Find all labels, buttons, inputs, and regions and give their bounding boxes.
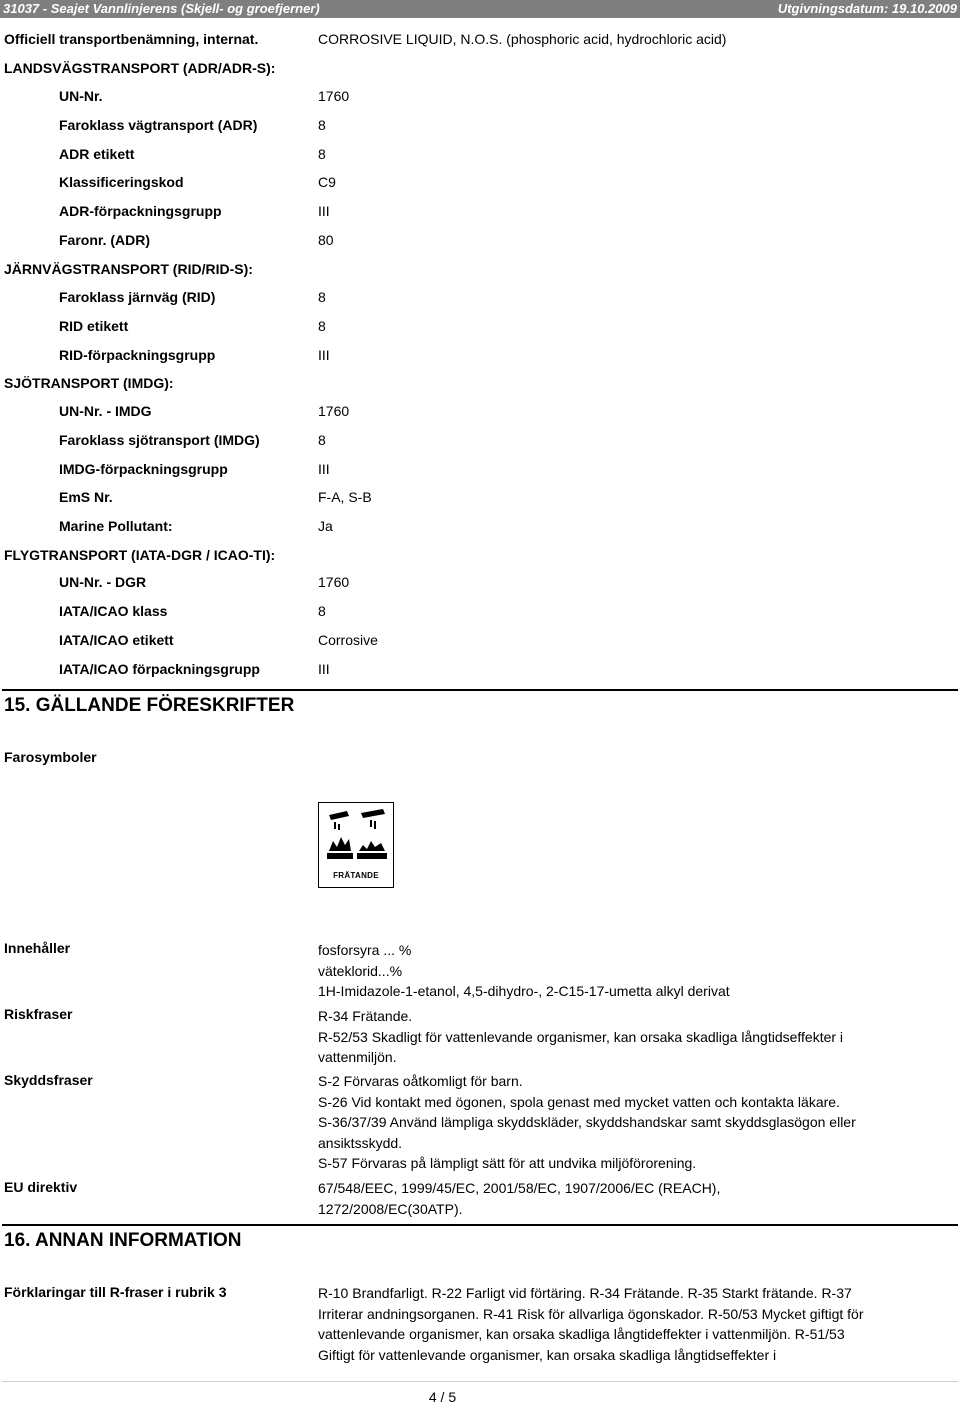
iata-row-value: 1760 [318, 574, 350, 590]
footer-rule [2, 1381, 958, 1382]
imdg-row-value: Ja [318, 518, 333, 534]
header-issue-date: Utgivningsdatum: 19.10.2009 [777, 1, 957, 16]
farosymboler-label: Farosymboler [4, 749, 97, 765]
iata-row-label: IATA/ICAO klass [59, 603, 168, 619]
skyddsfraser-content [318, 1071, 878, 1174]
adr-section-title: LANDSVÄGSTRANSPORT (ADR/ADR-S): [4, 60, 276, 76]
imdg-row-label: UN-Nr. - IMDG [59, 403, 152, 419]
skyddsfras-line: S-26 Vid kontakt med ögonen, spola genast med mycket vatten och kontakta läkare. [318, 1093, 840, 1110]
adr-row-label: UN-Nr. [59, 88, 103, 104]
hazard-symbol-corrosive [318, 802, 394, 888]
adr-row-value: 1760 [318, 88, 350, 104]
rid-row-label: RID-förpackningsgrupp [59, 347, 216, 363]
adr-row-value: C9 [318, 174, 336, 190]
iata-row-value: Corrosive [318, 632, 378, 648]
iata-row-value: III [318, 661, 330, 677]
rid-row-label: RID etikett [59, 318, 129, 334]
eu-direktiv-label: EU direktiv [4, 1179, 78, 1195]
adr-row-value: 8 [318, 146, 326, 162]
riskfraser-content [318, 1006, 878, 1068]
imdg-row-value: III [318, 461, 330, 477]
forklaringar-content [318, 1283, 878, 1365]
innehaller-content [318, 940, 878, 1002]
skyddsfras-line: S-2 Förvaras oåtkomligt för barn. [318, 1073, 523, 1089]
iata-row-label: IATA/ICAO etikett [59, 632, 174, 648]
adr-row-label: Faronr. (ADR) [59, 232, 150, 248]
section-15-rule [2, 689, 958, 691]
iata-row-label: UN-Nr. - DGR [59, 574, 147, 590]
rid-row-value: 8 [318, 318, 326, 334]
innehaller-label: Innehåller [4, 940, 71, 956]
innehaller-line: fosforsyra ... % [318, 942, 412, 958]
eu-direktiv-content [318, 1178, 758, 1219]
iata-row-label: IATA/ICAO förpackningsgrupp [59, 661, 260, 677]
rid-row-label: Faroklass järnväg (RID) [59, 289, 216, 305]
section-16-rule [2, 1224, 958, 1226]
adr-row-value: III [318, 203, 330, 219]
skyddsfraser-label: Skyddsfraser [4, 1072, 93, 1088]
section-15-title: 15. GÄLLANDE FÖRESKRIFTER [4, 695, 295, 716]
adr-row-value: 80 [318, 232, 334, 248]
skyddsfras-line: S-36/37/39 Använd lämpliga skyddskläder, skyddshandskar samt skyddsglasögon eller ansiktsskydd. [318, 1114, 856, 1151]
iata-row-value: 8 [318, 603, 326, 619]
adr-row-label: Faroklass vägtransport (ADR) [59, 117, 258, 133]
imdg-row-label: IMDG-förpackningsgrupp [59, 461, 228, 477]
skyddsfras-line: S-57 Förvaras på lämpligt sätt för att undvika miljöförorening. [318, 1155, 697, 1171]
imdg-row-value: F-A, S-B [318, 489, 372, 505]
header-product-name: 31037 - Seajet Vannlinjerens (Skjell- og groefjerner) [3, 1, 320, 16]
riskfras-line: R-34 Frätande. [318, 1008, 413, 1024]
imdg-row-value: 1760 [318, 403, 350, 419]
innehaller-line: 1H-Imidazole-1-etanol, 4,5-dihydro-, 2-C15-17-umetta alkyl derivat [318, 983, 730, 999]
riskfraser-label: Riskfraser [4, 1006, 73, 1022]
imdg-row-label: Faroklass sjötransport (IMDG) [59, 432, 260, 448]
hazard-caption: FRÄTANDE [333, 871, 379, 880]
official-name-value: CORROSIVE LIQUID, N.O.S. (phosphoric acid, hydrochloric acid) [318, 31, 727, 47]
rid-row-value: III [318, 347, 330, 363]
imdg-row-label: EmS Nr. [59, 489, 113, 505]
rid-section-title: JÄRNVÄGSTRANSPORT (RID/RID-S): [4, 261, 253, 277]
eu-direktiv-line: 67/548/EEC, 1999/45/EC, 2001/58/EC, 1907/2006/EC (REACH), 1272/2008/EC(30ATP). [318, 1180, 721, 1217]
section-16-title: 16. ANNAN INFORMATION [4, 1230, 242, 1251]
page-number: 4 / 5 [428, 1389, 457, 1405]
imdg-row-label: Marine Pollutant: [59, 518, 173, 534]
iata-section-title: FLYGTRANSPORT (IATA-DGR / ICAO-TI): [4, 547, 276, 563]
imdg-row-value: 8 [318, 432, 326, 448]
forklaringar-text: R-10 Brandfarligt. R-22 Farligt vid förtäring. R-34 Frätande. R-35 Starkt frätande. R-37 Irriterar andningsorganen. R-41 Risk för allvarliga ögonskador. R-50/53 Mycket giftigt för vattenlevande organismer, kan orsaka skadliga långtideffekter i vattenmiljön. R-51/53 Giftigt för vattenlevande organismer, kan orsaka skadliga långtidseffekter i [318, 1285, 864, 1363]
adr-row-label: Klassificeringskod [59, 174, 184, 190]
official-name-label: Officiell transportbenämning, internat. [4, 31, 259, 47]
rid-row-value: 8 [318, 289, 326, 305]
corrosive-pictogram-icon [325, 807, 387, 865]
adr-row-label: ADR-förpackningsgrupp [59, 203, 222, 219]
adr-row-label: ADR etikett [59, 146, 135, 162]
imdg-section-title: SJÖTRANSPORT (IMDG): [4, 375, 174, 391]
adr-row-value: 8 [318, 117, 326, 133]
document-header [0, 0, 960, 18]
riskfras-line: R-52/53 Skadligt för vattenlevande organismer, kan orsaka skadliga långtidseffekter i vattenmiljön. [318, 1028, 844, 1065]
innehaller-line: väteklorid...% [318, 962, 403, 979]
forklaringar-label: Förklaringar till R-fraser i rubrik 3 [4, 1284, 227, 1300]
